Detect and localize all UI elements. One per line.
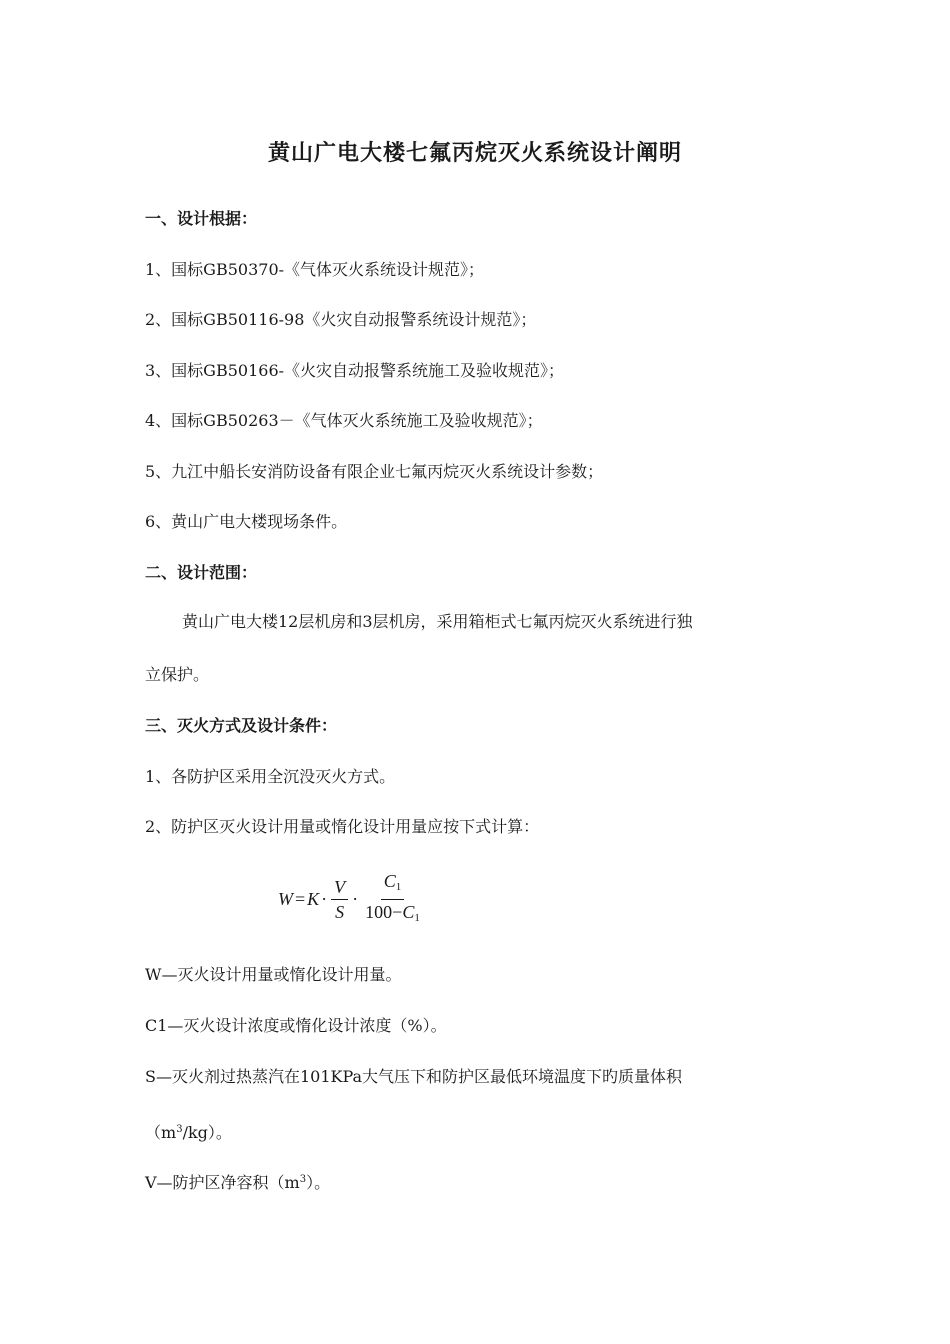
definition-v [145,1169,330,1194]
formula-var-c: C [383,870,396,891]
unit-text: /kg）。 [182,1123,232,1142]
list-item: 5、九江中船长安消防设备有限企业七氟丙烷灭火系统设计参数； [145,462,604,481]
formula-subscript: 1 [414,911,420,924]
formula-fraction-concentration [362,871,423,928]
list-item: 2、国标GB50116-98《火灾自动报警系统设计规范》； [145,310,537,329]
formula-minus: − [392,901,403,922]
formula-denominator [362,900,423,928]
formula-var-v: V [331,877,348,900]
formula-dot: · [352,888,359,909]
definition-s-unit [145,1119,232,1144]
definition-text: ）。 [306,1173,331,1192]
unit-superscript: 3 [176,1124,183,1135]
unit-superscript: 3 [299,1174,307,1185]
list-item: 1、各防护区采用全沉没灭火方式。 [145,767,396,786]
formula-fraction-v-s [331,877,348,922]
list-item: 3、国标GB50166-《火灾自动报警系统施工及验收规范》； [145,361,565,380]
formula-subscript: 1 [395,880,402,893]
formula-var-s: S [335,901,345,922]
definition-s: S—灭火剂过热蒸汽在101KPa大气压下和防护区最低环境温度下旳质量体积 [145,1067,683,1086]
document-title: 黄山广电大楼七氟丙烷灭火系统设计阐明 [267,140,682,166]
definition-c1: C1—灭火设计浓度或惰化设计浓度（%）。 [145,1016,447,1035]
section-heading-extinguishing-method: 三、灭火方式及设计条件： [145,716,338,735]
paragraph-line: 立保护。 [145,665,210,684]
list-item: 1、国标GB50370-《气体灭火系统设计规范》； [145,260,485,279]
list-item: 4、国标GB50263－《气体灭火系统施工及验收规范》； [145,411,543,430]
formula-numerator [381,871,405,900]
design-quantity-formula [278,870,425,924]
definition-text: V—防护区净容积（m [145,1173,300,1192]
formula-var-w: W [278,888,293,909]
section-heading-design-scope: 二、设计范围： [145,563,258,582]
list-item: 6、黄山广电大楼现场条件。 [145,512,348,531]
paragraph-line: 黄山广电大楼12层机房和3层机房，采用箱柜式七氟丙烷灭火系统进行独 [182,612,693,631]
formula-equals: = [295,888,306,909]
formula-dot: · [321,888,328,909]
definition-w: W—灭火设计用量或惰化设计用量。 [145,965,402,984]
formula-constant-100: 100 [365,901,393,922]
section-heading-design-basis: 一、设计根据： [145,209,258,228]
formula-var-k: K [307,888,320,909]
formula-var-c: C [402,901,415,922]
list-item: 2、防护区灭火设计用量或惰化设计用量应按下式计算： [145,817,540,836]
unit-text: （m [145,1123,177,1142]
